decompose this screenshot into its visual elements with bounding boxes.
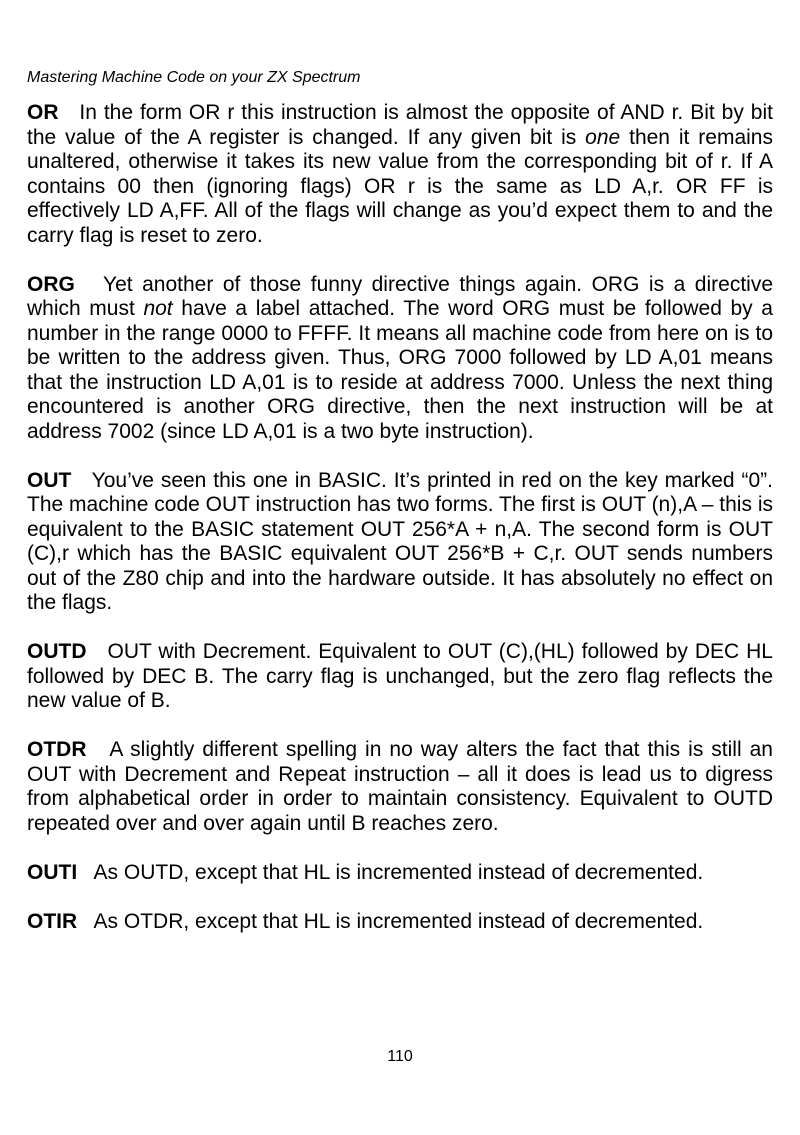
glossary-entry-otdr [27,738,773,836]
entry-term: OUT [27,468,72,492]
page-number: 110 [387,1048,413,1065]
running-head: Mastering Machine Code on your ZX Spectrum [27,69,361,86]
glossary-entry-otir [27,910,773,935]
entry-term: ORG [27,272,75,296]
entry-emphasis: not [143,297,173,320]
glossary-entry-outd [27,640,773,714]
glossary-entry-org [27,273,773,445]
glossary-entry-outi [27,861,773,886]
entry-term: OTDR [27,738,87,761]
instruction-glossary [27,101,773,959]
entry-text: As OTDR, except that HL is incremented instead of decremented. [93,909,704,933]
entry-text: Yet another of those funny directive things again. ORG is a directive which must [27,272,773,320]
entry-emphasis: one [585,125,621,149]
entry-text: You’ve seen this one in BASIC. It’s printed in red on the key marked “0”. The machine code OUT instruction has two forms. The first is OUT (n),A – this is equivalent to the BASIC statement OUT 256*A + n,A. The second form is OUT (C),r which has the BASIC equivalent OUT 256*B + C,r. OUT sends numbers out of the Z80 chip and into the hardware outside. It has absolutely no effect on the flags. [27,468,773,614]
entry-term: OUTD [27,640,87,663]
entry-text: In the form OR r this instruction is almost the opposite of AND r. Bit by bit the value of the A register is changed. If any given bit is [27,101,773,149]
entry-text: As OUTD, except that HL is incremented instead of decremented. [93,860,704,884]
entry-text: have a label attached. The word ORG must be followed by a number in the range 0000 to FFFF. It means all machine code from here on is to be written to the address given. Thus, ORG 7000 followed by LD A,01 means that the instruction LD A,01 is to reside at address 7000. Unless the next thing encountered is another ORG directive, then the next instruction will be at address 7002 (since LD A,01 is a two byte instruction). [27,297,773,443]
entry-text: A slightly different spelling in no way alters the fact that this is still an OUT with Decrement and Repeat instruction – all it does is lead us to digress from alphabetical order in order to maintain consistency. Equivalent to OUTD repeated over and over again until B reaches zero. [27,738,773,835]
entry-text: OUT with Decrement. Equivalent to OUT (C),(HL) followed by DEC HL followed by DEC B. The carry flag is unchanged, but the zero flag reflects the new value of B. [27,640,773,712]
entry-term: OTIR [27,909,78,933]
entry-text: then it remains unaltered, otherwise it takes its new value from the corresponding bit of r. If A contains 00 then (ignoring flags) OR r is the same as LD A,r. OR FF is effectively LD A,FF. All of the flags will change as you’d expect them to and the carry flag is reset to zero. [27,125,773,247]
book-page [27,0,773,1135]
glossary-entry-or [27,101,773,248]
entry-term: OR [27,101,59,124]
entry-term: OUTI [27,860,78,884]
glossary-entry-out [27,469,773,616]
